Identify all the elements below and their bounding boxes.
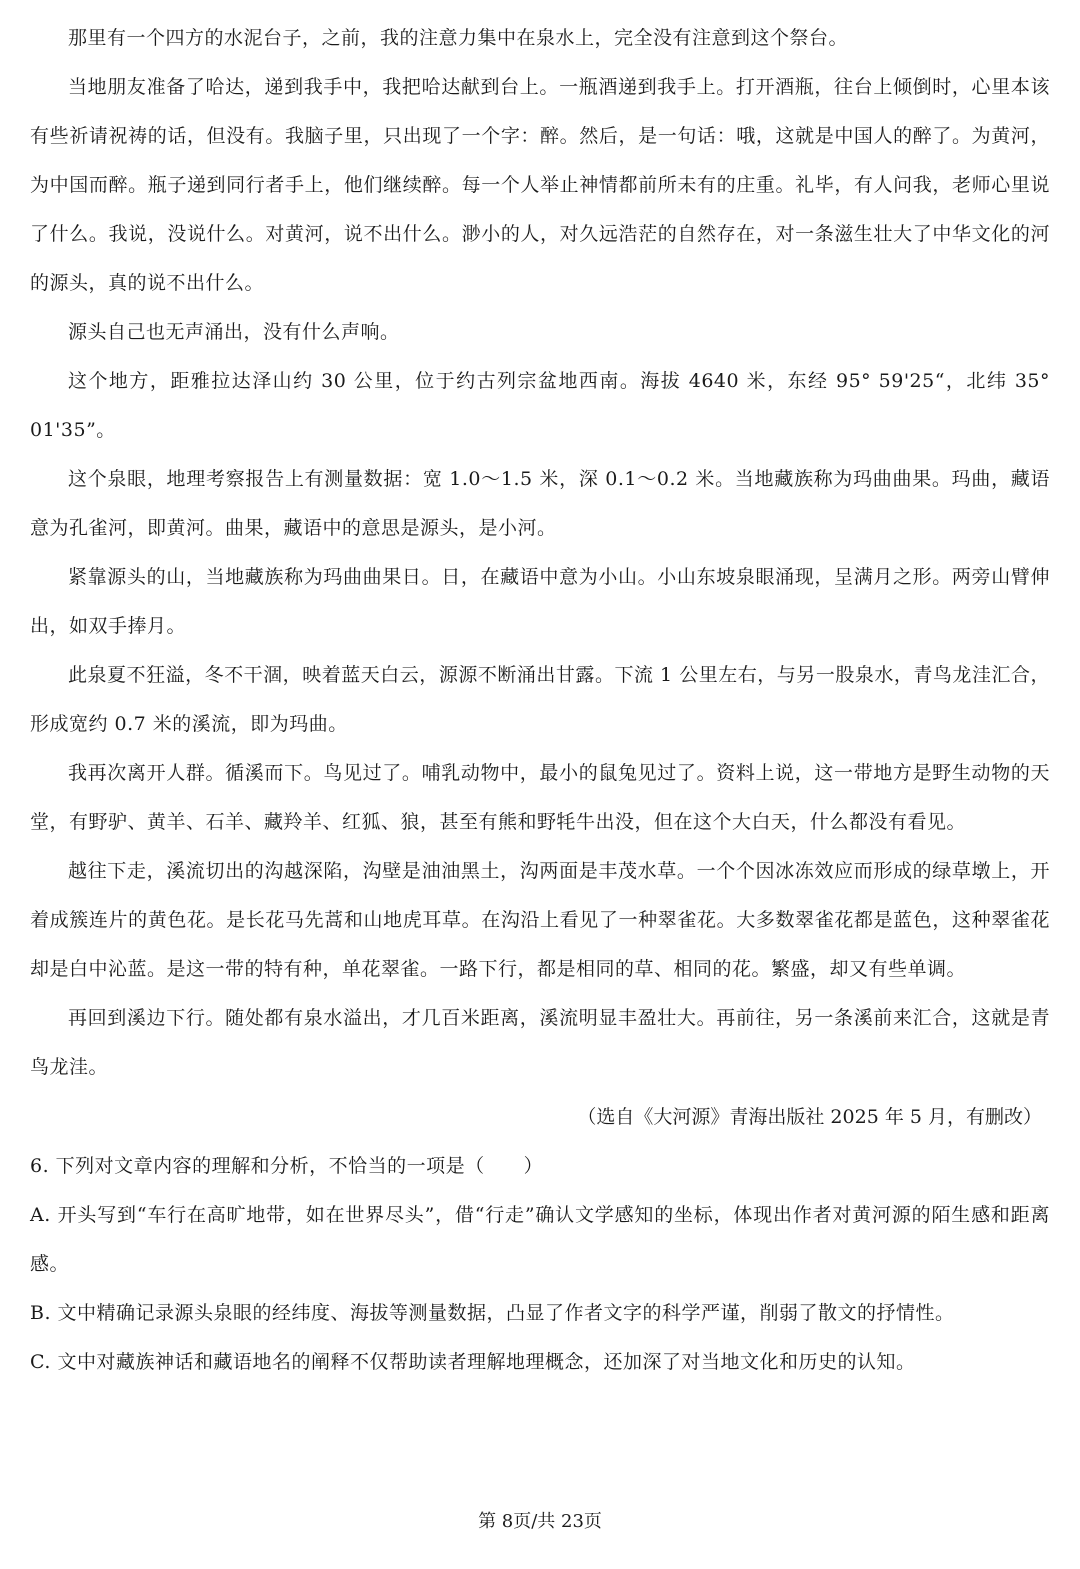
article-paragraph: 源头自己也无声涌出，没有什么声响。 [68,321,400,343]
question-option-a: A. 开头写到“车行在高旷地带，如在世界尽头”，借“行走”确认文学感知的坐标，体现出作者对黄河源的陌生感和距离感。 [30,1204,1050,1275]
article-body [30,14,1050,1142]
article-paragraph: 这个泉眼，地理考察报告上有测量数据：宽 1.0～1.5 米，深 0.1～0.2 米。当地藏族称为玛曲曲果。玛曲，藏语意为孔雀河，即黄河。曲果，藏语中的意思是源头，是小河。 [30,468,1050,539]
question-option-b: B. 文中精确记录源头泉眼的经纬度、海拔等测量数据，凸显了作者文字的科学严谨，削弱了散文的抒情性。 [30,1302,955,1324]
page-number: 第 8页/共 23页 [478,1511,602,1532]
article-paragraph: 这个地方，距雅拉达泽山约 30 公里，位于约古列宗盆地西南。海拔 4640 米，东经 95° 59'25“，北纬 35° 01'35”。 [30,370,1050,441]
article-paragraph: 那里有一个四方的水泥台子，之前，我的注意力集中在泉水上，完全没有注意到这个祭台。 [68,27,849,49]
article-paragraph: 此泉夏不狂溢，冬不干涸，映着蓝天白云，源源不断涌出甘露。下流 1 公里左右，与另一股泉水，青鸟龙洼汇合，形成宽约 0.7 米的溪流，即为玛曲。 [30,664,1050,735]
question-block [30,1142,1050,1387]
article-source: （选自《大河源》青海出版社 2025 年 5 月，有删改） [577,1106,1042,1128]
document-page [30,14,1050,1494]
article-paragraph: 我再次离开人群。循溪而下。鸟见过了。哺乳动物中，最小的鼠兔见过了。资料上说，这一带地方是野生动物的天堂，有野驴、黄羊、石羊、藏羚羊、红狐、狼，甚至有熊和野牦牛出没，但在这个大白天，什么都没有看见。 [30,762,1050,833]
article-paragraph: 紧靠源头的山，当地藏族称为玛曲曲果日。日，在藏语中意为小山。小山东坡泉眼涌现，呈满月之形。两旁山臂伸出，如双手捧月。 [30,566,1050,637]
question-stem: 6. 下列对文章内容的理解和分析，不恰当的一项是（ ） [30,1155,544,1177]
article-paragraph: 再回到溪边下行。随处都有泉水溢出，才几百米距离，溪流明显丰盈壮大。再前往，另一条溪前来汇合，这就是青鸟龙洼。 [30,1007,1050,1078]
question-option-c: C. 文中对藏族神话和藏语地名的阐释不仅帮助读者理解地理概念，还加深了对当地文化和历史的认知。 [30,1351,916,1373]
article-paragraph: 当地朋友准备了哈达，递到我手中，我把哈达献到台上。一瓶酒递到我手上。打开酒瓶，往台上倾倒时，心里本该有些祈请祝祷的话，但没有。我脑子里，只出现了一个字：醉。然后，是一句话：哦，这就是中国人的醉了。为黄河，为中国而醉。瓶子递到同行者手上，他们继续醉。每一个人举止神情都前所未有的庄重。礼毕，有人问我，老师心里说了什么。我说，没说什么。对黄河，说不出什么。渺小的人，对久远浩茫的自然存在，对一条滋生壮大了中华文化的河的源头，真的说不出什么。 [30,76,1050,294]
article-paragraph: 越往下走，溪流切出的沟越深陷，沟壁是油油黑土，沟两面是丰茂水草。一个个因冰冻效应而形成的绿草墩上，开着成簇连片的黄色花。是长花马先蒿和山地虎耳草。在沟沿上看见了一种翠雀花。大多数翠雀花都是蓝色，这种翠雀花却是白中沁蓝。是这一带的特有种，单花翠雀。一路下行，都是相同的草、相同的花。繁盛，却又有些单调。 [30,860,1050,980]
